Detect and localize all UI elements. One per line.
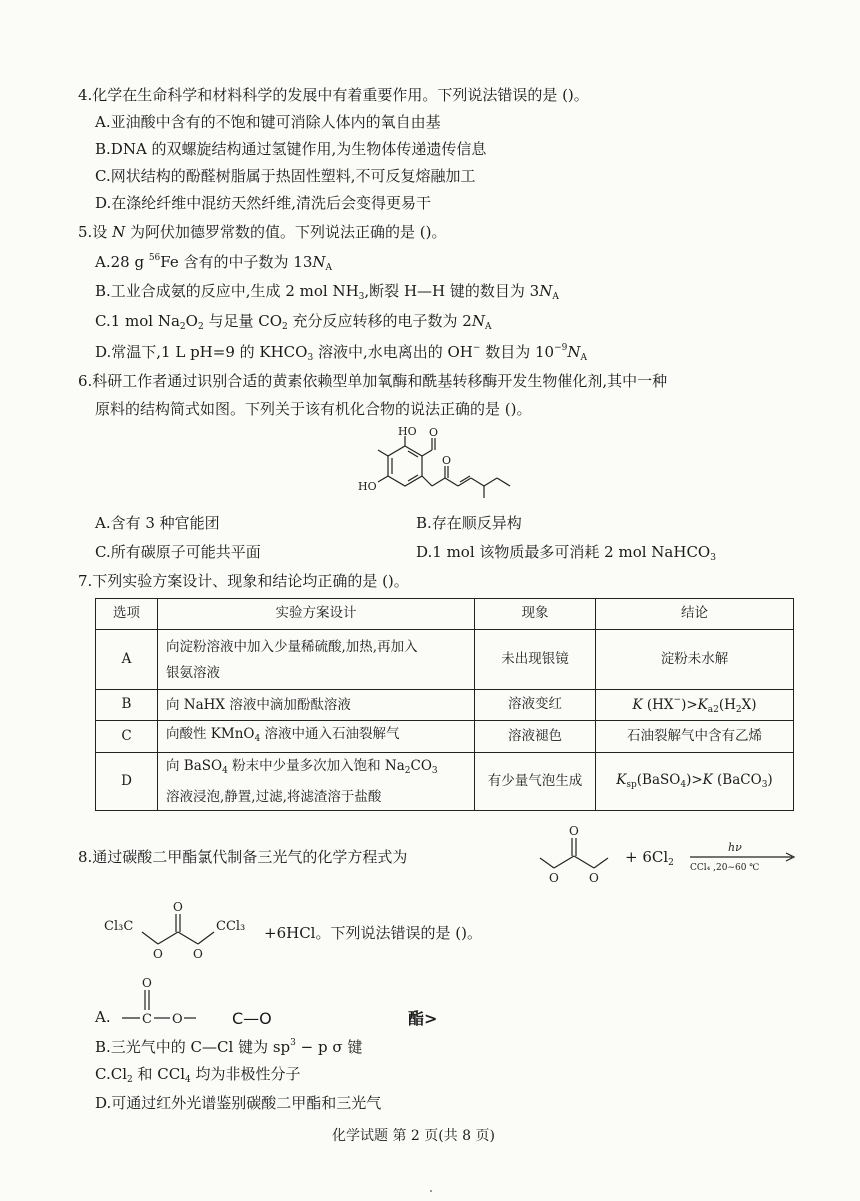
q7-experiment-table [95, 598, 794, 811]
q6-option-d: D.1 mol 该物质最多可消耗 2 mol NaHCO$_3$ [416, 543, 716, 563]
table-header: 实验方案设计 [158, 599, 475, 630]
table-cell-design: 向 NaHX 溶液中滴加酚酞溶液 [158, 690, 475, 721]
q5-option-a: A.28 g $^{56}$Fe 含有的中子数为 $13N_A$ [95, 253, 332, 273]
table-cell-design: 向 BaSO$_4$ 粉末中少量多次加入饱和 $Na_2CO_3$ 溶液浸泡,静置,过滤,将滤渣溶于盐酸 [158, 753, 475, 811]
q8-stem-line2: +6HCl。下列说法错误的是 ()。 [264, 924, 482, 942]
page-footer: 化学试题 第 2 页(共 8 页) [332, 1128, 495, 1144]
table-row [96, 630, 794, 690]
table-cell-conclusion: $K_{sp}(BaSO_4)>K$ (BaCO$_3$) [596, 753, 794, 811]
dmc-label-o: O [549, 871, 559, 885]
q8-reactant-cl2: + $6Cl_2$ [625, 848, 674, 868]
table-row [96, 690, 794, 721]
ester-label-o: O [142, 976, 152, 990]
q8-stem-line1: 8.通过碳酸二甲酯氯代制备三光气的化学方程式为 [78, 848, 408, 866]
q4-option-a: A.亚油酸中含有的不饱和键可消除人体内的氧自由基 [95, 113, 441, 131]
scan-dot [430, 1190, 432, 1192]
q6-option-c: C.所有碳原子可能共平面 [95, 543, 261, 561]
table-cell-option: D [96, 753, 158, 811]
table-cell-conclusion: 淀粉未水解 [596, 630, 794, 690]
struct-label-o-ketone: O [442, 454, 452, 467]
table-header: 选项 [96, 599, 158, 630]
triphosgene-label-ccl3: Cl₃C [104, 919, 134, 934]
triphosgene-label-o: O [193, 947, 203, 961]
table-row [96, 753, 794, 811]
table-cell-option: C [96, 721, 158, 753]
q5-option-d: D.常温下,1 L pH=9 的 $KHCO_3$ 溶液中,水电离出的 OH− 数目为 $10^{-9}N_A$ [95, 343, 587, 363]
q8-dimethyl-carbonate-structure [530, 822, 620, 892]
table-cell-option: A [96, 630, 158, 690]
q8-option-a-ester-fragment [118, 976, 198, 1026]
dmc-label-o: O [569, 824, 579, 838]
q4-option-b: B.DNA 的双螺旋结构通过氢键作用,为生物体传递遗传信息 [95, 140, 487, 158]
q6-structure-diagram [350, 424, 550, 504]
q6-stem-line2: 原料的结构简式如图。下列关于该有机化合物的说法正确的是 ()。 [95, 400, 532, 418]
table-header: 现象 [475, 599, 596, 630]
q8-option-c: $C.Cl_2$ 和 CCl$_4$ 均为非极性分子 [95, 1065, 301, 1085]
table-cell-phenomenon: 未出现银镜 [475, 630, 596, 690]
table-cell-phenomenon: 有少量气泡生成 [475, 753, 596, 811]
q4-option-c: C.网状结构的酚醛树脂属于热固性塑料,不可反复熔融加工 [95, 167, 476, 185]
q5-option-c: C.1 mol $Na_2O_2$ 与足量 $CO_2$ 充分反应转移的电子数为 $2N_A$ [95, 312, 492, 332]
q6-option-a: A.含有 3 种官能团 [95, 514, 220, 532]
table-header-row [96, 599, 794, 630]
ester-label-c: C [142, 1012, 152, 1026]
q8-option-a-label: A. [95, 1008, 111, 1026]
struct-label-oh-left: HO [358, 480, 377, 493]
struct-label-o-aldehyde: O [429, 426, 439, 439]
q4-stem: 4.化学在生命科学和材料科学的发展中有着重要作用。下列说法错误的是 ()。 [78, 86, 589, 104]
q8-option-b: B.三光气中的 C—Cl 键为 $sp^3 - p$ σ 键 [95, 1038, 363, 1056]
table-cell-conclusion: K $(HX^-)>K_{a2}(H_2X)$ [596, 690, 794, 721]
table-cell-phenomenon: 溶液褪色 [475, 721, 596, 753]
q8-option-d: D.可通过红外光谱鉴别碳酸二甲酯和三光气 [95, 1094, 382, 1112]
struct-label-oh-top: HO [398, 425, 417, 438]
q8-option-a-tail: 酯> [408, 1009, 438, 1028]
q6-option-b: B.存在顺反异构 [416, 514, 522, 532]
reaction-condition-solvent-temp: CCl₄ ,20∼60 ℃ [690, 863, 760, 873]
table-cell-phenomenon: 溶液变红 [475, 690, 596, 721]
q6-stem-line1: 6.科研工作者通过识别合适的黄素依赖型单加氧酶和酰基转移酶开发生物催化剂,其中一种 [78, 372, 668, 390]
triphosgene-label-o: O [153, 947, 163, 961]
q4-option-d: D.在涤纶纤维中混纺天然纤维,清洗后会变得更易干 [95, 194, 432, 212]
table-cell-conclusion: 石油裂解气中含有乙烯 [596, 721, 794, 753]
table-cell-design: 向酸性 KMnO$_4$ 溶液中通入石油裂解气 [158, 721, 475, 753]
reaction-condition-light: hν [728, 841, 742, 854]
q5-option-b: B.工业合成氨的反应中,生成 2 mol $NH_3$,断裂 H—H 键的数目为 $3N_A$ [95, 282, 559, 302]
table-row [96, 721, 794, 753]
dmc-label-o: O [589, 871, 599, 885]
ester-label-o: O [172, 1012, 183, 1026]
q8-option-a-bond: C—O [232, 1009, 272, 1028]
triphosgene-label-ccl3: CCl₃ [216, 919, 246, 934]
q7-stem: 7.下列实验方案设计、现象和结论均正确的是 ()。 [78, 572, 409, 590]
table-cell-option: B [96, 690, 158, 721]
q5-stem: 5.设 N 为阿伏加德罗常数的值。下列说法正确的是 ()。 [78, 223, 447, 241]
triphosgene-label-o: O [173, 900, 183, 914]
table-cell-design: 向淀粉溶液中加入少量稀硫酸,加热,再加入 银氨溶液 [158, 630, 475, 690]
q8-triphosgene-structure [100, 898, 260, 966]
table-header: 结论 [596, 599, 794, 630]
q8-reaction-arrow [688, 838, 798, 874]
